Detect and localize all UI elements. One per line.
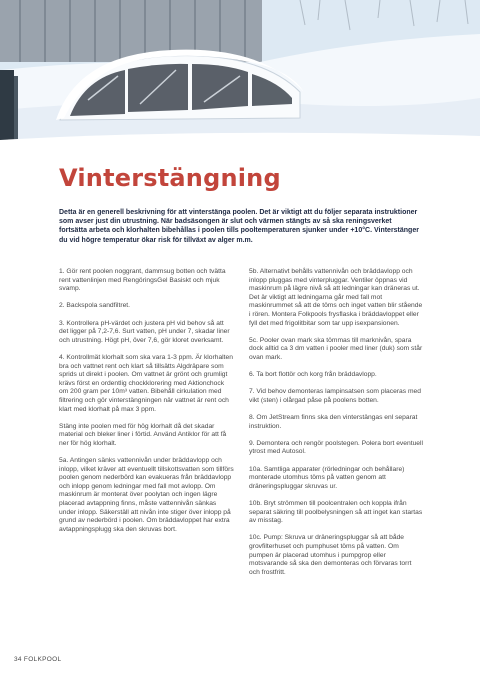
page-footer: 34 FOLKPOOL xyxy=(14,656,62,663)
step-4: 4. Kontrollmät klorhalt som ska vara 1-3 ppm. Är klorhalten bra och vattnet rent och klart så tillsätts Algdräpare som sprids ut direkt i poolen. Om vattnet är grönt och grumligt krävs först en ordentlig chockklorering med Aktionchock om 200 gram per 10m³ vatten. Bibehåll cirkulation med filtrering och gör vinterstängningen när vattnet är rent och klart med klorhalt på max 3 ppm. xyxy=(59,353,233,413)
left-column xyxy=(59,268,234,543)
step-7: 7. Vid behov demonteras lampinsatsen som placeras med vikt (sten) i olårgad påse på poolens botten. xyxy=(249,388,421,404)
chlorine-warning: Stäng inte poolen med för hög klorhalt då det skadar material och bleker liner i förtid. Använd Antiklor för att få ner för hög klorhalt. xyxy=(59,422,227,447)
step-9: 9. Demontera och rengör poolstegen. Polera bort eventuell ytrost med Autosol. xyxy=(249,439,423,456)
step-6: 6. Ta bort flottör och korg från bräddavlopp. xyxy=(249,371,377,379)
step-5b: 5b. Alternativt behålls vattennivån och bräddavlopp och inlopp pluggas med vinterpluggar. Ventiler öppnas vid maskinrum på lägre nivå så att ledningar kan dräneras ut. Det är viktigt att ledningarna går med fall mot maskinrummet så att de töms och inget vatten blir stående i rören. Montera Folkpools frysflaska i bräddavloppet eller fyll det med frigolitbitar som tar upp isexpansionen. xyxy=(249,268,423,327)
intro-paragraph: Detta är en generell beskrivning för att vinterstänga poolen. Det är viktigt att du följer separata instruktioner som avser just din utrustning. När badsäsongen är slut och värmen stängts av så ska reningsverket fortsätta arbeta och klorhalten bibehållas i poolen tills pooltemperaturen sjunker under +10°C. Vinterstänger du vid högre temperatur ökar risk för tillväxt av alger m.m. xyxy=(59,209,419,244)
step-10c: 10c. Pump: Skruva ur dräneringspluggar så att både grovfilterhuset och pumphuset töms på vatten. Om pumpen är placerad utomhus i pumpgrop eller motsvarande så ska den demonteras och förvaras torrt och frostfritt. xyxy=(249,534,412,576)
step-5a: 5a. Antingen sänks vattennivån under bräddavlopp och inlopp, vilket kräver att eventuellt tillskottsvatten som tillförs poolen genom nederbörd kan evakueras från bräddavlopp och inlopp genom ledningar med fall mot avlopp. Om maskinrum är monterat över poolytan och ingen lägre placerad avtappning finns, måste vattennivån sänkas under inlopp. Säkerställ att nivån inte stiger över inlopp på grund av nederbörd i poolen. Om bräddavloppet har extra avtappningsplugg ska den skruvas bort. xyxy=(59,457,234,533)
page-title: Vinterstängning xyxy=(59,164,281,192)
step-10b: 10b. Bryt strömmen till poolcentralen och koppla ifrån separat säkring till poolbelysningen så att inget kan startas av misstag. xyxy=(249,500,423,525)
step-2: 2. Backspola sandfiltret. xyxy=(59,302,130,310)
hero-photo-winter-pool-enclosure xyxy=(0,0,480,147)
right-column xyxy=(249,268,424,586)
step-3: 3. Kontrollera pH-värdet och justera pH vid behov så att det ligger på 7,2-7,6. Surt vatten, pH under 7, skadar liner och utrustning. Högt pH, över 7,6, gör kloret overksamt. xyxy=(59,319,230,344)
step-1: 1. Gör rent poolen noggrant, dammsug botten och tvätta rent vattenlinjen med RengöringsGel Basiskt och mjuk svamp. xyxy=(59,268,226,293)
step-5c: 5c. Pooler ovan mark ska tömmas till marknivån, spara dock alltid ca 3 dm vatten i pooler med liner (duk) som står ovan mark. xyxy=(249,336,423,361)
step-10a: 10a. Samtliga apparater (rörledningar och behållare) monterade utomhus töms på vatten genom att dräneringspluggar skruvas ur. xyxy=(249,465,405,490)
step-8: 8. Om JetStream finns ska den vinterstängas enl separat instruktion. xyxy=(249,414,418,430)
